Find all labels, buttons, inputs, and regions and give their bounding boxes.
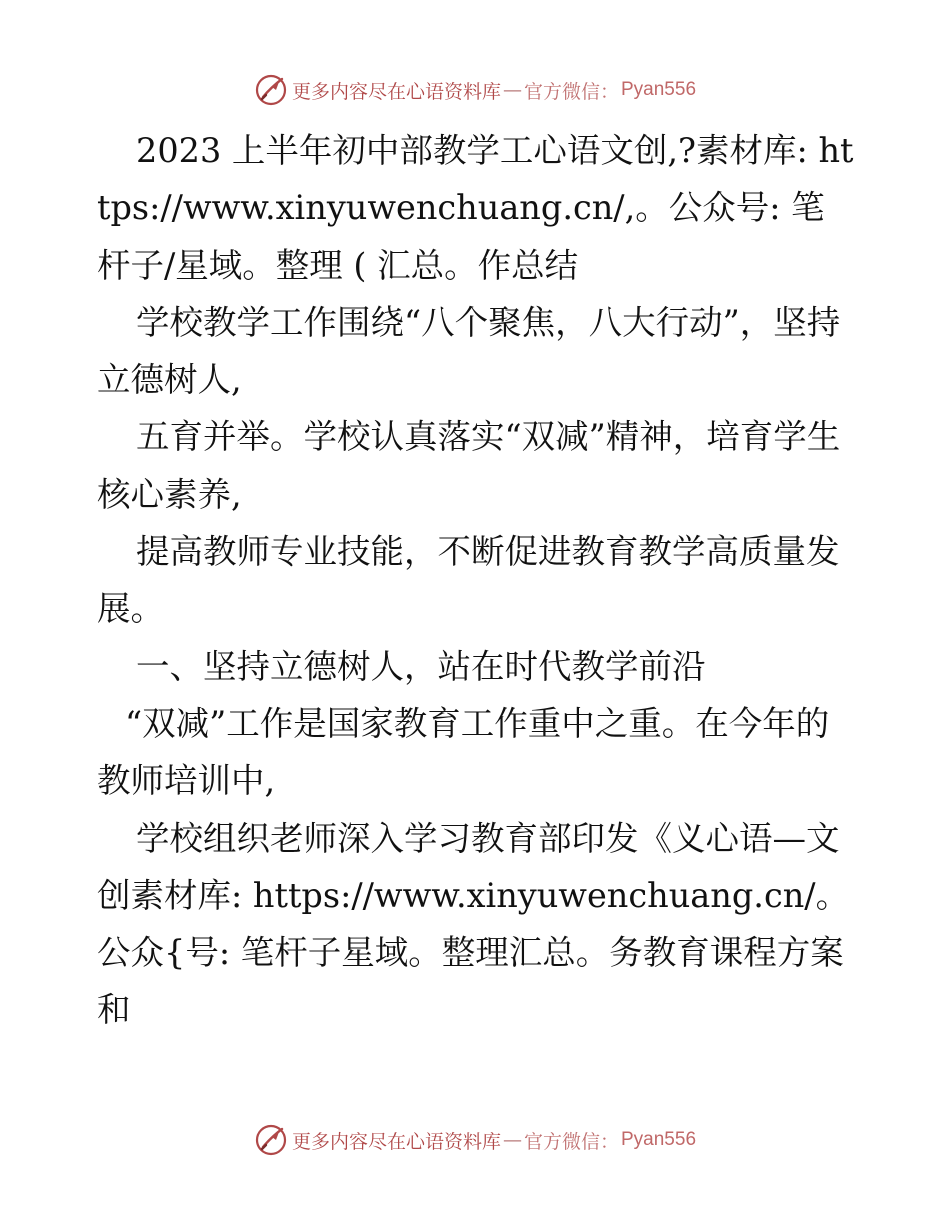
paragraph-3: 五育并举。学校认真落实“双减”精神，培育学生核心素养, [97,417,841,514]
paragraph-2: 学校教学工作围绕“八个聚焦，八大行动”，坚持立德树人, [97,302,841,400]
header-wechat-label: 官方微信： [523,80,619,103]
footer-banner-dash: — [502,1129,522,1151]
quill-logo-icon [254,73,288,107]
paragraph-6: 学校组织老师深入学习教育部印发《义心语—文创素材库: https://www.xinyuwenchuang.cn/。公众{号: 笔杆子星域。整理汇总。务教育课程方案和 [97,818,850,1030]
header-banner-text: 更多内容尽在心语资料库 [291,80,501,103]
header-banner-dash: — [502,79,522,101]
footer-watermark-banner [0,1120,950,1160]
paragraph-4: 提高教师专业技能，不断促进教育教学高质量发展。 [97,532,840,629]
paragraph-1: 2023 上半年初中部教学工心语文创,?素材库: https://www.xinyuwenchuang.cn/,。公众号: 笔杆子/星域。整理 ( 汇总。作总结 [97,131,854,285]
paragraph-5: “双减”工作是国家教育工作重中之重。在今年的教师培训中, [97,703,830,801]
section-heading-1: 一、坚持立德树人，站在时代教学前沿 [136,646,706,686]
footer-banner-text: 更多内容尽在心语资料库 [291,1130,501,1153]
quill-logo-icon [254,1123,288,1157]
header-watermark-banner [0,70,950,110]
header-wechat-account: Pyan556 [621,79,697,100]
document-body [97,122,857,1039]
footer-wechat-account: Pyan556 [621,1129,697,1150]
footer-wechat-label: 官方微信： [523,1130,619,1153]
